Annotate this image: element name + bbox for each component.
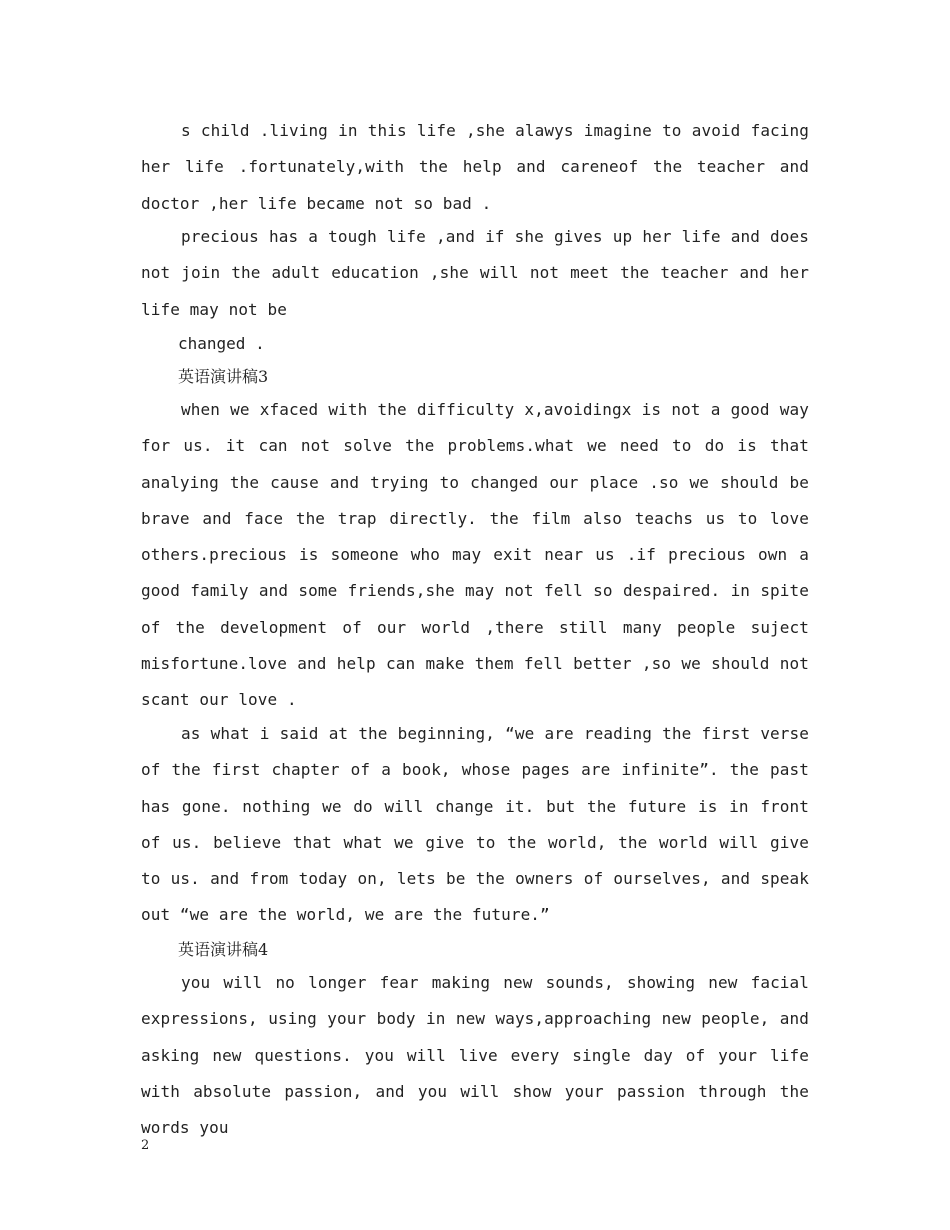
paragraph-continuation: changed . <box>178 334 265 353</box>
paragraph: s child .living in this life ,she alawys imagine to avoid facing her life .fortunately,with the help and careneof the teacher and doctor ,her life became not so bad . <box>141 121 809 213</box>
section-heading: 英语演讲稿4 <box>178 940 269 959</box>
paragraph: you will no longer fear making new sounds, showing new facial expressions, using your body in new ways,approaching new people, and asking new questions. you will live every single day of your life with absolute passion, and you will show your passion through the words you <box>141 973 809 1138</box>
page-number: 2 <box>141 1138 150 1153</box>
paragraph: precious has a tough life ,and if she gives up her life and does not join the adult education ,she will not meet the teacher and her life may not be <box>141 227 809 319</box>
section-heading: 英语演讲稿3 <box>178 367 269 386</box>
paragraph: when we xfaced with the difficulty x,avoidingx is not a good way for us. it can not solve the problems.what we need to do is that analying the cause and trying to changed our place .so we should be brave and face the trap directly. the film also teachs us to love others.precious is someone who may exit near us .if precious own a good family and some friends,she may not fell so despaired. in spite of the development of our world ,there still many people suject misfortune.love and help can make them fell better ,so we should not scant our love . <box>141 400 809 710</box>
paragraph: as what i said at the beginning, “we are reading the first verse of the first chapter of a book, whose pages are infinite”. the past has gone. nothing we do will change it. but the future is in front of us. believe that what we give to the world, the world will give to us. and from today on, lets be the owners of ourselves, and speak out “we are the world, we are the future.” <box>141 724 809 925</box>
